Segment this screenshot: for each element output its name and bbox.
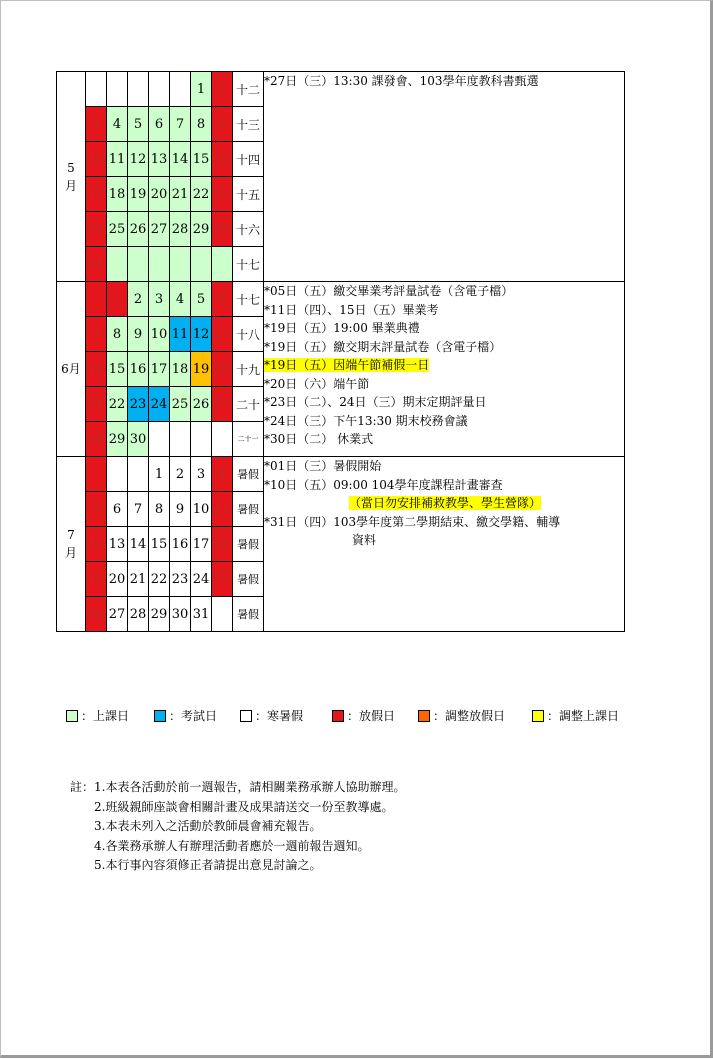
footnote-line: 4.各業務承辦人有辦理活動者應於一週前報告週知。 — [94, 838, 370, 853]
note-line: *24日（三）下午13:30 期末校務會議 — [264, 413, 468, 428]
legend-swatch — [240, 710, 252, 722]
week-number: 十八 — [233, 317, 264, 352]
day-cell: 21 — [128, 562, 149, 597]
week-number: 暑假 — [233, 562, 264, 597]
day-cell: 21 — [86, 387, 107, 422]
day-cell: 25 — [107, 212, 128, 247]
day-cell: 6 — [107, 492, 128, 527]
day-cell — [86, 457, 107, 492]
month-label-july — [57, 457, 86, 632]
legend-item — [240, 707, 303, 724]
month-label: 7 月 — [64, 528, 77, 560]
day-cell: 9 — [170, 492, 191, 527]
day-cell: 26 — [128, 212, 149, 247]
day-cell: 5 — [86, 492, 107, 527]
day-cell — [86, 72, 107, 107]
footnote-line: 3.本表未列入之活動於教師晨會補充報告。 — [94, 819, 322, 833]
notes-july — [264, 457, 625, 632]
note-line: *05日（五）繳交畢業考評量試卷（含電子檔） — [264, 284, 514, 298]
day-cell — [107, 247, 128, 282]
day-cell — [170, 72, 191, 107]
day-cell — [107, 72, 128, 107]
footnotes — [70, 778, 405, 876]
note-line: *01日（三）暑假開始 — [264, 459, 382, 473]
highlighted-note: （當日勿安排補救教學、學生營隊） — [349, 496, 542, 510]
footnote-line: 5.本行事內容須修正者請提出意見討論之。 — [94, 858, 322, 872]
day-cell: 12 — [191, 317, 212, 352]
note-line: *10日（五）09:00 104學年度課程計畫審查 — [264, 477, 503, 492]
day-cell: 9 — [128, 317, 149, 352]
day-cell: 2 — [128, 282, 149, 317]
note-line: *20日（六）端午節 — [264, 376, 370, 391]
day-cell — [149, 72, 170, 107]
day-cell: 25 — [170, 387, 191, 422]
day-cell: 13 — [149, 142, 170, 177]
day-cell: 17 — [191, 527, 212, 562]
footnote-line: 註：1.本表各活動於前一週報告，請相關業務承辦人協助辦理。 — [70, 780, 406, 794]
day-cell: 8 — [149, 492, 170, 527]
legend-label: ：上課日 — [81, 709, 130, 723]
table-row — [57, 282, 625, 317]
day-cell: 1 — [107, 282, 128, 317]
day-cell: 22 — [149, 562, 170, 597]
day-cell: 2 — [170, 457, 191, 492]
legend-label: ：考試日 — [169, 709, 218, 723]
day-cell — [212, 597, 233, 632]
week-number: 十九 — [233, 352, 264, 387]
note-line: *27日（三）13:30 課發會、103學年度教科書甄選 — [264, 74, 539, 88]
day-cell — [170, 422, 191, 457]
day-cell: 17 — [149, 352, 170, 387]
day-cell — [128, 72, 149, 107]
day-cell: 13 — [107, 527, 128, 562]
day-cell: 6 — [149, 107, 170, 142]
day-cell — [212, 422, 233, 457]
day-cell: 7 — [128, 492, 149, 527]
day-cell: 24 — [149, 387, 170, 422]
day-cell: 8 — [107, 317, 128, 352]
week-number: 十五 — [233, 177, 264, 212]
legend-swatch — [332, 710, 344, 722]
month-label-may — [57, 72, 86, 282]
day-cell: 1 — [149, 457, 170, 492]
note-line: *30日（二） 休業式 — [264, 432, 374, 446]
day-cell: 11 — [107, 142, 128, 177]
day-cell — [191, 247, 212, 282]
day-cell: 3 — [86, 107, 107, 142]
day-cell: 8 — [191, 107, 212, 142]
day-cell: 29 — [191, 212, 212, 247]
day-cell: 11 — [212, 492, 233, 527]
day-cell: 1 — [191, 72, 212, 107]
day-cell: 23 — [170, 562, 191, 597]
day-cell — [212, 247, 233, 282]
day-cell: 19 — [128, 177, 149, 212]
day-cell: 16 — [212, 142, 233, 177]
note-line: *31日（四）103學年度第二學期結束、繳交學籍、輔導 — [264, 514, 561, 529]
day-cell: 5 — [128, 107, 149, 142]
day-cell: 20 — [149, 177, 170, 212]
day-cell: 30 — [128, 422, 149, 457]
week-number: 十四 — [233, 142, 264, 177]
day-cell: 3 — [191, 457, 212, 492]
day-cell — [107, 457, 128, 492]
day-cell: 28 — [86, 422, 107, 457]
day-cell — [149, 422, 170, 457]
day-cell: 21 — [170, 177, 191, 212]
legend-label: ：放假日 — [347, 709, 396, 723]
day-cell: 16 — [128, 352, 149, 387]
legend-swatch — [532, 710, 544, 722]
legend-swatch — [66, 710, 78, 722]
day-cell — [149, 247, 170, 282]
week-number: 暑假 — [233, 457, 264, 492]
legend-item — [418, 707, 505, 724]
day-cell: 20 — [212, 352, 233, 387]
day-cell: 12 — [128, 142, 149, 177]
note-line: *23日（二）、24日（三）期末定期評量日 — [264, 395, 487, 409]
day-cell: 26 — [191, 387, 212, 422]
day-cell: 17 — [86, 177, 107, 212]
day-cell — [86, 282, 107, 317]
day-cell: 22 — [191, 177, 212, 212]
week-number: 暑假 — [233, 527, 264, 562]
day-cell: 30 — [212, 212, 233, 247]
day-cell: 25 — [212, 562, 233, 597]
footnote-line: 2.班級親師座談會相關計畫及成果請送交一份至教導處。 — [94, 799, 394, 814]
week-number: 十七 — [233, 247, 264, 282]
color-legend — [66, 707, 666, 725]
legend-item — [532, 707, 619, 724]
day-cell: 4 — [107, 107, 128, 142]
day-cell: 15 — [149, 527, 170, 562]
legend-item — [154, 707, 217, 724]
day-cell: 2 — [212, 72, 233, 107]
day-cell: 31 — [191, 597, 212, 632]
table-row — [57, 72, 625, 107]
week-number: 十六 — [233, 212, 264, 247]
day-cell: 23 — [212, 177, 233, 212]
day-cell: 29 — [149, 597, 170, 632]
legend-item — [66, 707, 129, 724]
notes-june — [264, 282, 625, 457]
day-cell: 14 — [170, 142, 191, 177]
note-line: *11日（四）、15日（五）畢業考 — [264, 302, 439, 317]
day-cell: 23 — [128, 387, 149, 422]
day-cell: 3 — [149, 282, 170, 317]
week-number: 十七 — [233, 282, 264, 317]
legend-swatch — [418, 710, 430, 722]
day-cell: 29 — [107, 422, 128, 457]
day-cell: 14 — [86, 352, 107, 387]
day-cell: 6 — [212, 282, 233, 317]
day-cell: 7 — [86, 317, 107, 352]
day-cell: 24 — [191, 562, 212, 597]
day-cell: 26 — [86, 597, 107, 632]
highlighted-note: *19日（五）因端午節補假一日 — [264, 358, 430, 372]
legend-label: ：調整放假日 — [433, 709, 506, 723]
week-number: 十二 — [233, 72, 264, 107]
day-cell: 15 — [107, 352, 128, 387]
day-cell: 19 — [191, 352, 212, 387]
week-number: 十三 — [233, 107, 264, 142]
day-cell: 18 — [212, 527, 233, 562]
day-cell: 27 — [149, 212, 170, 247]
day-cell: 12 — [86, 527, 107, 562]
day-cell: 18 — [170, 352, 191, 387]
day-cell: 14 — [128, 527, 149, 562]
day-cell: 28 — [128, 597, 149, 632]
legend-label: ：寒暑假 — [255, 709, 304, 723]
day-cell: 31 — [86, 247, 107, 282]
day-cell: 16 — [170, 527, 191, 562]
day-cell — [128, 457, 149, 492]
day-cell: 4 — [170, 282, 191, 317]
note-line: *19日（五）繳交期末評量試卷（含電子檔） — [264, 339, 502, 354]
day-cell: 5 — [191, 282, 212, 317]
day-cell: 13 — [212, 317, 233, 352]
day-cell: 10 — [149, 317, 170, 352]
note-line: 資料 — [352, 533, 377, 547]
legend-label: ：調整上課日 — [547, 709, 620, 723]
day-cell: 20 — [107, 562, 128, 597]
table-row — [57, 457, 625, 492]
day-cell — [170, 247, 191, 282]
legend-swatch — [154, 710, 166, 722]
day-cell: 22 — [107, 387, 128, 422]
day-cell: 15 — [191, 142, 212, 177]
day-cell: 27 — [107, 597, 128, 632]
month-label: 5 月 — [64, 160, 77, 193]
week-number: 暑假 — [233, 597, 264, 632]
day-cell — [191, 422, 212, 457]
day-cell: 4 — [212, 457, 233, 492]
day-cell: 30 — [170, 597, 191, 632]
calendar-table — [56, 71, 625, 632]
day-cell: 10 — [191, 492, 212, 527]
month-label-june — [57, 282, 86, 457]
day-cell: 9 — [212, 107, 233, 142]
day-cell: 28 — [170, 212, 191, 247]
day-cell — [128, 247, 149, 282]
legend-item — [332, 707, 395, 724]
week-number: 二十一 — [233, 422, 264, 457]
week-number: 二十 — [233, 387, 264, 422]
day-cell: 24 — [86, 212, 107, 247]
notes-may — [264, 72, 625, 282]
day-cell: 10 — [86, 142, 107, 177]
day-cell: 11 — [170, 317, 191, 352]
month-label: 6月 — [61, 362, 81, 376]
day-cell: 27 — [212, 387, 233, 422]
week-number: 暑假 — [233, 492, 264, 527]
day-cell: 19 — [86, 562, 107, 597]
note-line: *19日（五）19:00 畢業典禮 — [264, 321, 420, 335]
day-cell: 7 — [170, 107, 191, 142]
day-cell: 18 — [107, 177, 128, 212]
